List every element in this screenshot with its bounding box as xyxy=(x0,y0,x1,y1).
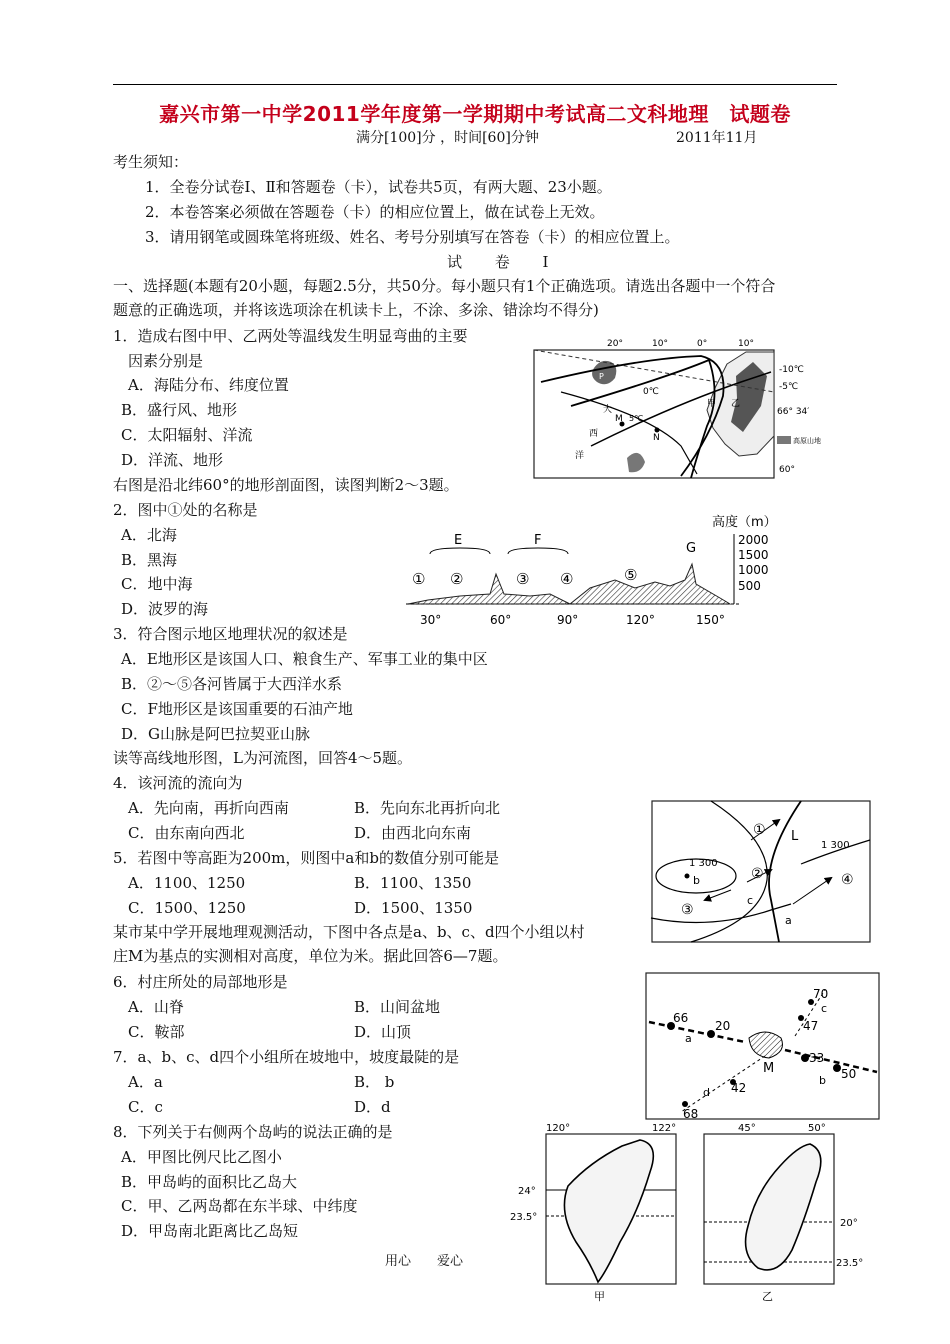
lon-label: 45° xyxy=(738,1123,756,1134)
isotherm-label: 0℃ xyxy=(643,387,659,397)
q3-option-c: C．F地形区是该国重要的石油产地 xyxy=(121,700,353,718)
group-label: a xyxy=(685,1032,692,1045)
marker-label: ② xyxy=(751,866,764,882)
lon-label: 0° xyxy=(697,339,708,349)
notice-item: 1．全卷分试卷Ⅰ、Ⅱ和答题卷（卡），试卷共5页，有两大题、23小题。 xyxy=(145,178,612,196)
isotherm-map-figure xyxy=(531,336,821,482)
point-label: P xyxy=(599,372,604,381)
y-axis-label: 高度（m） xyxy=(712,515,777,530)
isotherm-label: 5℃ xyxy=(629,414,644,423)
height-value: 70 xyxy=(813,987,829,1001)
point-n xyxy=(655,428,660,433)
q7-option-a: A．a xyxy=(128,1073,163,1091)
lat-label: 66° 34′ xyxy=(777,407,810,417)
notice-item: 2．本卷答案必须做在答题卷（卡）的相应位置上，做在试卷上无效。 xyxy=(145,203,605,221)
lon-label: 10° xyxy=(652,339,668,349)
legend-label: 高原山地 xyxy=(793,437,821,445)
q7-stem: 7．a、b、c、d四个小组所在坡地中，坡度最陡的是 xyxy=(113,1048,460,1066)
notice-item: 3．请用钢笔或圆珠笔将班级、姓名、考号分别填写在答卷（卡）的相应位置上。 xyxy=(145,228,680,246)
q1-stem: 1．造成右图中甲、乙两处等温线发生明显弯曲的主要 xyxy=(113,327,468,345)
ocean-label: 洋 xyxy=(575,451,585,461)
y-tick: 1500 xyxy=(738,548,769,562)
lon-label: 120° xyxy=(546,1123,571,1134)
point-label: a xyxy=(785,914,792,927)
river-label: ⑤ xyxy=(624,566,638,584)
isotherm-label: -5℃ xyxy=(779,382,799,392)
q3-option-a: A．E地形区是该国人口、粮食生产、军事工业的集中区 xyxy=(121,650,488,668)
x-tick: 90° xyxy=(557,613,579,627)
q5-stem: 5．若图中等高距为200m，则图中a和b的数值分别可能是 xyxy=(113,849,499,867)
lat-label: 23.5° xyxy=(836,1258,864,1269)
q8-stem: 8．下列关于右侧两个岛屿的说法正确的是 xyxy=(113,1123,393,1141)
region-label: F xyxy=(534,533,542,548)
q5-option-b: B．1100、1350 xyxy=(354,874,472,892)
q2-option-a: A．北海 xyxy=(121,526,177,544)
height-value: 42 xyxy=(731,1081,747,1095)
ocean-label: 大 xyxy=(603,405,613,415)
q6-stem: 6．村庄所处的局部地形是 xyxy=(113,973,288,991)
y-tick: 2000 xyxy=(738,533,769,547)
marker-label: ③ xyxy=(681,902,694,918)
q7-option-c: C．c xyxy=(128,1098,163,1116)
lat-label: 24° xyxy=(518,1186,536,1197)
marker-label: ④ xyxy=(841,872,854,888)
region-label: E xyxy=(454,533,463,548)
region-label: G xyxy=(686,541,697,556)
caption-yi: 乙 xyxy=(762,1290,773,1303)
isotherm-label: -10℃ xyxy=(779,365,804,375)
contour-label: 1 300 xyxy=(689,858,718,869)
river-label: ④ xyxy=(560,570,574,588)
section-intro: 一、选择题(本题有20小题，每题2.5分，共50分。每小题只有1个正确选项。请选出各题中一个符合 xyxy=(113,277,776,295)
point-label: M xyxy=(615,414,623,424)
q1-stem: 因素分别是 xyxy=(128,352,204,370)
q3-option-b: B．②～⑤各河皆属于大西洋水系 xyxy=(121,675,343,693)
x-tick: 150° xyxy=(696,613,725,627)
q6-option-d: D．山顶 xyxy=(354,1023,412,1041)
region-bracket xyxy=(430,548,490,554)
q1-option-d: D．洋流、地形 xyxy=(121,451,224,469)
q5-option-a: A．1100、1250 xyxy=(128,874,246,892)
lon-label: 20° xyxy=(607,339,623,349)
q2-stem: 2．图中①处的名称是 xyxy=(113,501,258,519)
intro-4-5: 读等高线地形图，L为河流图，回答4～5题。 xyxy=(113,749,413,767)
q4-option-a: A．先向南，再折向西南 xyxy=(128,799,289,817)
q1-option-b: B．盛行风、地形 xyxy=(121,401,238,419)
height-value: 47 xyxy=(803,1019,819,1033)
lat-label: 23.5° xyxy=(510,1212,538,1223)
y-tick: 1000 xyxy=(738,563,769,577)
lat-label: 20° xyxy=(840,1218,858,1229)
legend-swatch xyxy=(777,436,791,444)
point-label: N xyxy=(653,433,660,443)
q4-option-c: C．由东南向西北 xyxy=(128,824,245,842)
exam-date: 2011年11月 xyxy=(676,130,758,146)
islands-figure xyxy=(510,1122,880,1304)
q7-option-b: B． b xyxy=(354,1073,395,1091)
village-label: M xyxy=(763,1061,775,1076)
q1-option-c: C．太阳辐射、洋流 xyxy=(121,426,253,444)
y-tick: 500 xyxy=(738,579,761,593)
footer-text: 用心 爱心 xyxy=(385,1254,464,1269)
height-points-figure xyxy=(645,972,880,1120)
lon-label: 50° xyxy=(808,1123,826,1134)
q5-option-c: C．1500、1250 xyxy=(128,899,246,917)
height-value: 50 xyxy=(841,1067,857,1081)
q8-option-c: C．甲、乙两岛都在东半球、中纬度 xyxy=(121,1197,358,1215)
q3-stem: 3．符合图示地区地理状况的叙述是 xyxy=(113,625,348,643)
region-bracket xyxy=(508,548,568,554)
x-tick: 60° xyxy=(490,613,512,627)
intro-2-3: 右图是沿北纬60°的地形剖面图，读图判断2～3题。 xyxy=(113,476,459,494)
q6-option-a: A．山脊 xyxy=(128,998,184,1016)
q8-option-b: B．甲岛屿的面积比乙岛大 xyxy=(121,1173,298,1191)
point-marker xyxy=(801,1054,809,1062)
q8-option-a: A．甲图比例尺比乙图小 xyxy=(121,1148,282,1166)
q8-option-d: D．甲岛南北距离比乙岛短 xyxy=(121,1222,299,1240)
point-label: b xyxy=(693,874,700,887)
point-marker xyxy=(833,1064,841,1072)
q1-option-a: A．海陆分布、纬度位置 xyxy=(128,376,289,394)
contour-label: 1 300 xyxy=(821,840,850,851)
height-value: 66 xyxy=(673,1011,689,1025)
river-label: ② xyxy=(450,570,464,588)
q2-option-c: C．地中海 xyxy=(121,575,193,593)
section-title: 试 卷 Ⅰ xyxy=(447,253,563,271)
x-tick: 120° xyxy=(626,613,655,627)
page-title: 嘉兴市第一中学2011学年度第一学期期中考试高二文科地理 试题卷 xyxy=(159,102,791,126)
marker-label: ① xyxy=(753,822,766,838)
lat-label: 60° xyxy=(779,465,795,475)
q3-option-d: D．G山脉是阿巴拉契亚山脉 xyxy=(121,725,311,743)
ocean-label: 西 xyxy=(589,429,599,439)
q4-stem: 4．该河流的流向为 xyxy=(113,774,243,792)
group-label: d xyxy=(703,1086,710,1099)
lon-label: 10° xyxy=(738,339,754,349)
height-value: 33 xyxy=(809,1051,825,1065)
river-label: ③ xyxy=(516,570,530,588)
river-label: L xyxy=(791,829,799,844)
section-intro: 题意的正确选项，并将该选项涂在机读卡上，不涂、多涂、错涂均不得分) xyxy=(113,301,599,319)
group-label: b xyxy=(819,1074,826,1087)
q4-option-d: D．由西北向东南 xyxy=(354,824,472,842)
group-label: c xyxy=(821,1002,828,1015)
exam-meta: 满分[100]分 ，时间[60]分钟 xyxy=(356,130,539,146)
caption-jia: 甲 xyxy=(594,1290,605,1303)
contour-map-figure xyxy=(651,800,871,943)
q2-option-b: B．黑海 xyxy=(121,551,178,569)
point-b xyxy=(685,874,690,879)
intro-6-7: 庄M为基点的实测相对高度，单位为米。据此回答6—7题。 xyxy=(113,947,508,965)
point-label: 乙 xyxy=(731,399,741,409)
river-label: ① xyxy=(412,570,426,588)
height-value: 68 xyxy=(683,1107,699,1121)
point-label: 甲 xyxy=(707,399,717,409)
q6-option-c: C．鞍部 xyxy=(128,1023,185,1041)
point-label: c xyxy=(747,894,754,907)
point-marker xyxy=(707,1030,715,1038)
terrain-profile-figure xyxy=(400,508,780,630)
q2-option-d: D．波罗的海 xyxy=(121,600,209,618)
height-value: 20 xyxy=(715,1019,731,1033)
x-tick: 30° xyxy=(420,613,442,627)
notice-heading: 考生须知： xyxy=(113,153,189,171)
q7-option-d: D．d xyxy=(354,1098,391,1116)
q4-option-b: B．先向东北再折向北 xyxy=(354,799,501,817)
q6-option-b: B．山间盆地 xyxy=(354,998,441,1016)
lon-label: 122° xyxy=(652,1123,677,1134)
header-rule xyxy=(113,84,837,85)
intro-6-7: 某市某中学开展地理观测活动，下图中各点是a、b、c、d四个小组以村 xyxy=(113,923,585,941)
q5-option-d: D．1500、1350 xyxy=(354,899,473,917)
